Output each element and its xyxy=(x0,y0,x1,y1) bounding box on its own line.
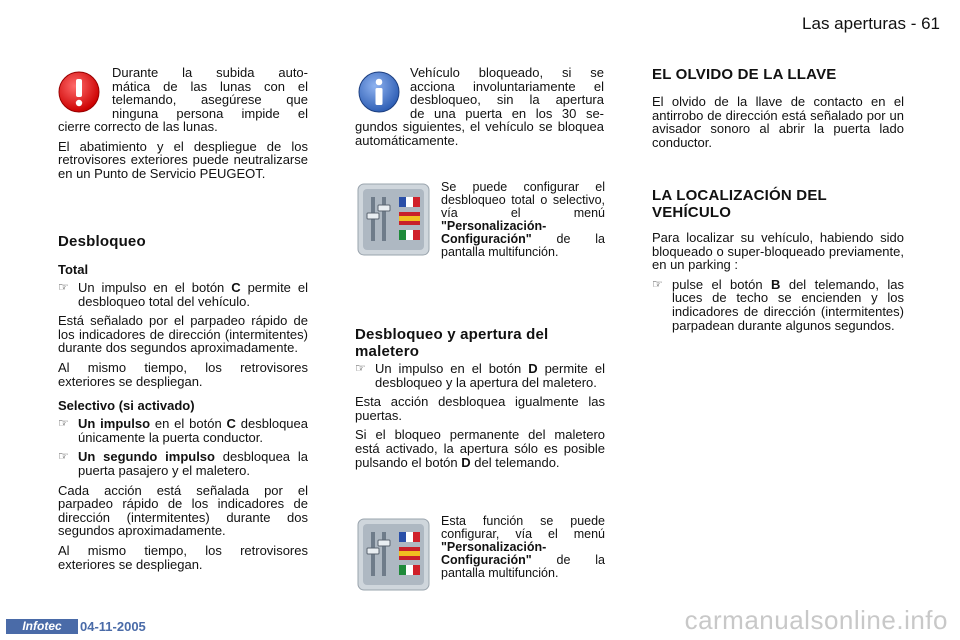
section-heading-forgotten-key: EL OLVIDO DE LA LLAVE xyxy=(652,66,837,83)
pointing-hand-icon: ☞ xyxy=(58,280,69,294)
footer-date: 04-11-2005 xyxy=(80,619,146,634)
list-item: ☞ pulse el botón B del telemando, las luces de techo se encienden y los indicadores de dirección (intermitentes) parpadean durante algunos segundos. xyxy=(652,276,904,333)
paragraph: El olvido de la llave de contacto en el antirrobo de dirección está señalado por un avisador sonoro al abrir la puerta lado conductor. xyxy=(652,94,904,150)
paragraph: Cada acción está señalada por el parpadeo rápido de los indicadores de dirección (intermitentes) durante dos segundos aproximadamente. xyxy=(58,482,308,539)
info-text-end: gundos siguientes, el vehículo se bloquea automáticamente. xyxy=(355,119,604,148)
list-item: ☞ Un impulso en el botón C desbloquea únicamente la puerta conductor. xyxy=(58,416,308,445)
info-icon xyxy=(357,70,401,114)
paragraph: Si el bloqueo permanente del maletero está activado, la apertura sólo es posible pulsando el botón D del telemando. xyxy=(355,427,605,470)
page-header-title: Las aperturas - 61 xyxy=(802,14,940,33)
warning-text: Durante la subida auto- mática de las lunas con el telemando, asegúrese que ninguna persona impide el xyxy=(112,65,308,121)
config-note-2: Esta función se puede configurar, vía el menú "Personalización-Configuración" de la pantalla multifunción. xyxy=(441,514,605,580)
list-item: ☞ Un segundo impulso desbloquea la puerta pasajero y el maletero. xyxy=(58,449,308,478)
mirrors-paragraph: El abatimiento y el despliegue de los retrovisores exteriores puede neutralizarse en un Punto de Servicio PEUGEOT. xyxy=(58,138,308,181)
multifunction-settings-icon xyxy=(357,183,430,256)
infotec-logo: Infotec xyxy=(6,619,78,634)
section-heading-locate-vehicle: LA LOCALIZACIÓN DEL VEHÍCULO xyxy=(652,187,827,221)
watermark: carmanualsonline.info xyxy=(684,605,948,635)
warning-text-end: cierre correcto de las lunas. xyxy=(58,119,218,134)
list-item: ☞ Un impulso en el botón C permite el desbloqueo total del vehículo. xyxy=(58,280,308,309)
warning-icon xyxy=(57,70,101,114)
section-heading-trunk: Desbloqueo y apertura del maletero xyxy=(355,326,549,360)
paragraph: Al mismo tiempo, los retrovisores exteriores se despliegan. xyxy=(58,359,308,389)
pointing-hand-icon: ☞ xyxy=(58,449,69,464)
paragraph: Al mismo tiempo, los retrovisores exteriores se despliegan. xyxy=(58,542,308,572)
paragraph: Esta acción desbloquea igualmente las puertas. xyxy=(355,394,605,423)
paragraph: Para localizar su vehículo, habiendo sido bloqueado o super-bloqueado previamente, en un parking : xyxy=(652,230,904,273)
subheading-total: Total xyxy=(58,262,89,277)
info-text: Vehículo bloqueado, si se acciona involuntariamente el desbloqueo, sin la apertura de una puerta en los 30 se- xyxy=(410,65,604,121)
config-note-1: Se puede configurar el desbloqueo total o selectivo, vía el menú "Personalización-Configuración" de la pantalla multifunción. xyxy=(441,180,605,259)
list-item: ☞ Un impulso en el botón D permite el desbloqueo y la apertura del maletero. xyxy=(355,361,605,390)
multifunction-settings-icon xyxy=(357,518,430,591)
paragraph: Está señalado por el parpadeo rápido de los indicadores de dirección (intermitentes) durante dos segundos aproximadamente. xyxy=(58,313,308,356)
subheading-selective: Selectivo (si activado) xyxy=(58,398,195,414)
pointing-hand-icon: ☞ xyxy=(58,416,69,431)
pointing-hand-icon: ☞ xyxy=(355,361,366,375)
pointing-hand-icon: ☞ xyxy=(652,276,663,291)
section-heading-unlock: Desbloqueo xyxy=(58,233,146,250)
